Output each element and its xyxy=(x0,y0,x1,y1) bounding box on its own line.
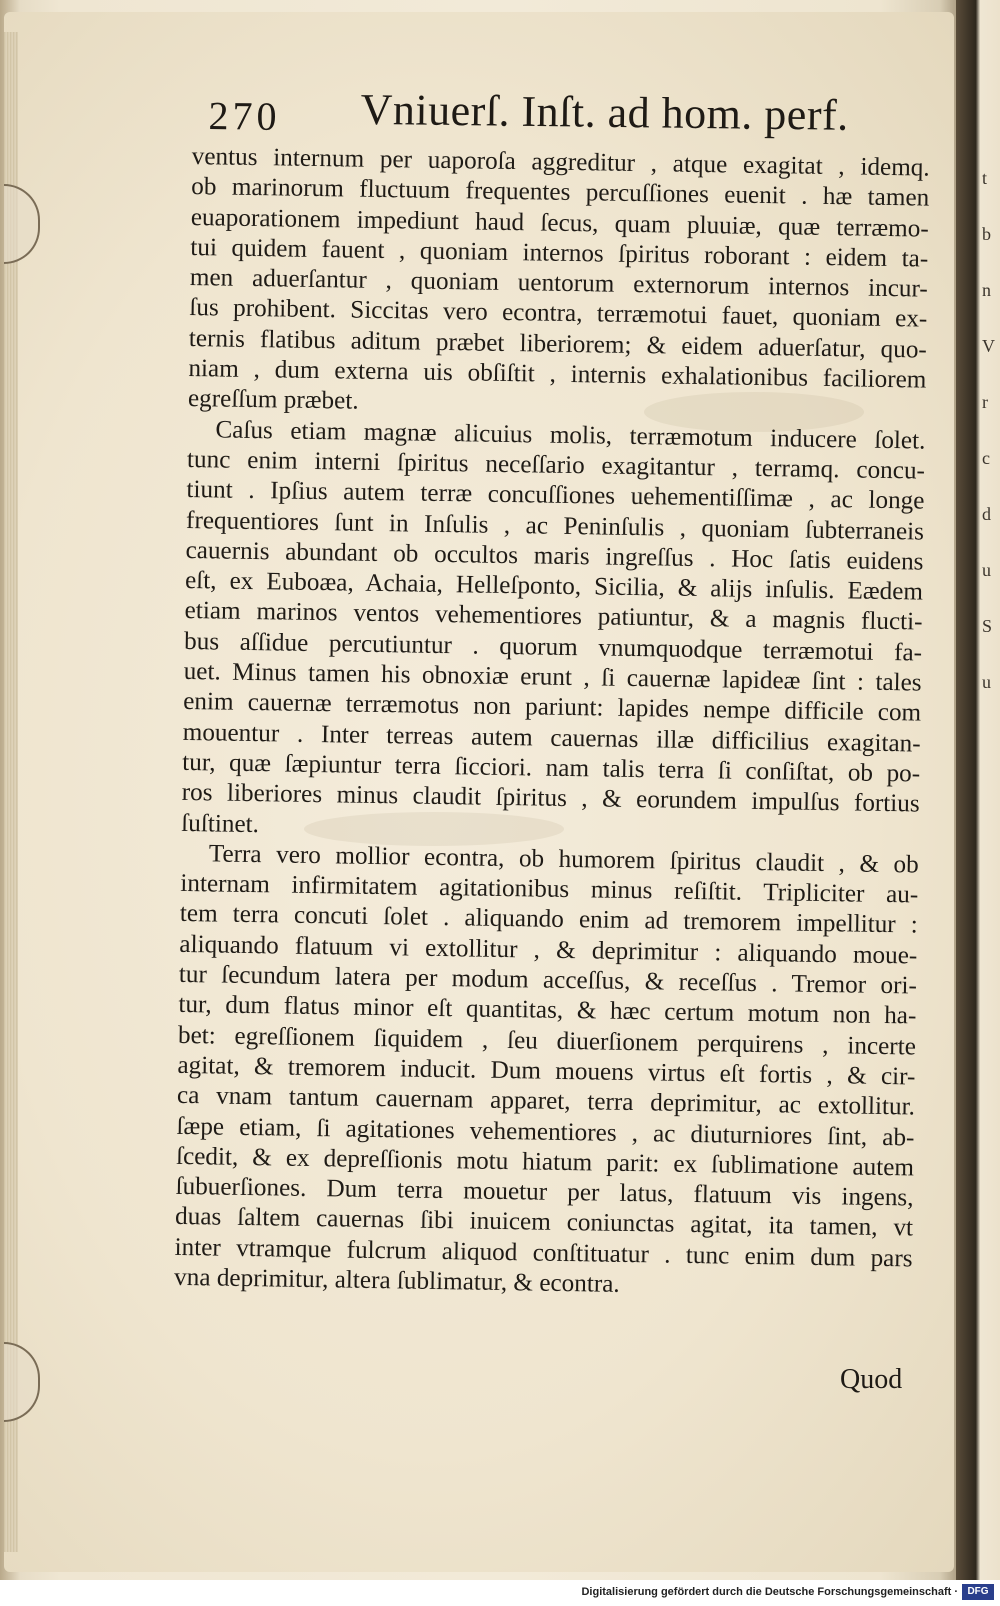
text-line: tui quidem fauent , quoniam internos ſpiritus roborant : eidem ta- xyxy=(190,233,929,273)
clasp-bottom xyxy=(4,1342,40,1422)
text-line: tunc enim interni ſpiritus neceſſario exagitantur , terramq. concu- xyxy=(186,445,926,485)
text-line: ſæpe etiam, ſi agitationes vehementiores , ac diuturniores ſint, ab- xyxy=(176,1112,915,1151)
running-title: Vniuerſ. Inſt. ad hom. perf. xyxy=(360,84,850,140)
text-line: vna deprimitur, altera ſublimatur, & econtra. xyxy=(173,1263,620,1298)
margin-fragment: b xyxy=(982,224,991,244)
text-line: niam , dum externa uis obſiſtit , internis exhalationibus faciliorem xyxy=(188,355,927,394)
text-line: euaporationem impediunt haud ſecus, quam pluuiæ, quæ terræmo- xyxy=(190,203,929,243)
funding-credit: Digitalisierung gefördert durch die Deutsche Forschungsgemeinschaft · xyxy=(581,1586,958,1598)
margin-fragment: d xyxy=(982,504,991,524)
dfg-logo: DFG xyxy=(962,1584,994,1600)
text-line: ſuſtinet. xyxy=(181,809,260,838)
margin-fragment: u xyxy=(982,560,991,580)
text-line: men aduerſantur , quoniam uentorum externorum internos incur- xyxy=(189,264,928,303)
book-page xyxy=(4,12,954,1572)
text-line: ſus prohibent. Siccitas vero econtra, terræmotui fauet, quoniam ex- xyxy=(189,294,928,334)
text-line: egreſſum præbet. xyxy=(187,385,359,416)
text-line: tem terra concuti ſolet . aliquando enim ad tremorem impellitur : xyxy=(179,900,918,939)
text-line: frequentiores ſunt in Inſulis , ac Peninſulis , quoniam ſubterraneis xyxy=(185,506,925,546)
text-line: aliquando flatuum vi extollitur , & deprimitur : aliquando moue- xyxy=(179,930,918,970)
text-line: Terra vero mollior econtra, ob humorem ſpiritus claudit , & ob xyxy=(208,840,919,879)
facing-page-edge xyxy=(956,0,1000,1580)
facing-page-fragments xyxy=(982,150,998,710)
text-line: tur, quæ ſæpiuntur terra ſicciori. nam talis terra ſi conſiſtat, ob po- xyxy=(182,748,921,788)
margin-fragment: S xyxy=(982,616,993,636)
margin-fragment: r xyxy=(982,392,988,412)
margin-fragment: u xyxy=(982,672,991,692)
text-line: Caſus etiam magnæ alicuius molis, terræmotum inducere ſolet. xyxy=(215,416,926,455)
catchword: Quod xyxy=(840,1364,903,1395)
text-line: ca vnam tantum cauernam apparet, terra deprimitur, ac extollitur. xyxy=(176,1082,916,1121)
margin-fragment: n xyxy=(982,280,991,300)
text-line: ventus internum per uaporoſa aggreditur , atque exagitat , idemq. xyxy=(191,142,930,182)
text-line: internam infirmitatem agitationibus minus reſiſtit. Tripliciter au- xyxy=(180,870,919,909)
text-line: ſcedit, & ex depreſſionis motu hiatum parit: ex ſublimatione autem xyxy=(175,1142,915,1182)
page-number: 270 xyxy=(208,92,281,139)
text-line: inter vtramque fulcrum aliquod conſtituatur . tunc enim dum pars xyxy=(174,1233,913,1273)
text-line: etiam marinos ventos vehementiores patiuntur, & a magnis flucti- xyxy=(184,597,923,636)
text-line: ob marinorum fluctuum frequentes percuſſiones euenit . hæ tamen xyxy=(191,173,930,212)
clasp-top xyxy=(4,184,40,264)
text-line: eſt, ex Euboæa, Achaia, Helleſponto, Sicilia, & alijs inſulis. Eædem xyxy=(184,567,924,606)
margin-fragment: c xyxy=(982,448,990,468)
text-line: uet. Minus tamen his obnoxiæ erunt , ſi cauernæ lapideæ ſint : tales xyxy=(183,657,922,697)
text-line: tur, dum flatus minor eſt quantitas, & hæc certum motum non ha- xyxy=(178,991,917,1030)
margin-fragment: V xyxy=(982,336,995,356)
text-line: bet: egreſſionem ſiquidem , ſeu diuerſionem perquirens , incerte xyxy=(177,1021,917,1061)
text-line: agitat, & tremorem inducit. Dum mouens virtus eſt fortis , & cir- xyxy=(177,1051,916,1091)
text-line: ternis flatibus aditum præbet liberiorem; & eidem aduerſatur, quo- xyxy=(188,324,928,364)
margin-fragment: t xyxy=(982,168,988,188)
text-line: duas ſaltem cauernas ſibi inuicem coniunctas agitat, ita tamen, vt xyxy=(174,1203,914,1242)
text-line: tiunt . Ipſius autem terræ concuſſiones uehementiſſimæ , ac longe xyxy=(186,476,925,515)
text-line: enim cauernæ terræmotus non pariunt: lapides nempe difficile com xyxy=(182,688,922,727)
text-line: mouentur . Inter terreas autem cauernas illæ difficilius exagitan- xyxy=(182,718,921,758)
text-line: ros liberiores minus claudit ſpiritus , & eorundem impulſus fortius xyxy=(181,779,920,818)
text-line: bus aſſidue percutiuntur . quorum vnumquodque terræmotui fa- xyxy=(183,627,923,667)
text-line: cauernis abundant ob occultos maris ingreſſus . Hoc ſatis euidens xyxy=(185,536,924,576)
body-text xyxy=(174,142,930,1305)
footer-bar xyxy=(0,1580,1000,1606)
text-line: ſubuerſiones. Dum terra mouetur per latus, flatuum vis ingens, xyxy=(175,1172,914,1212)
text-line: tur ſecundum latera per modum acceſſus, & receſſus . Tremor ori- xyxy=(178,960,918,1000)
page-header xyxy=(208,78,849,146)
